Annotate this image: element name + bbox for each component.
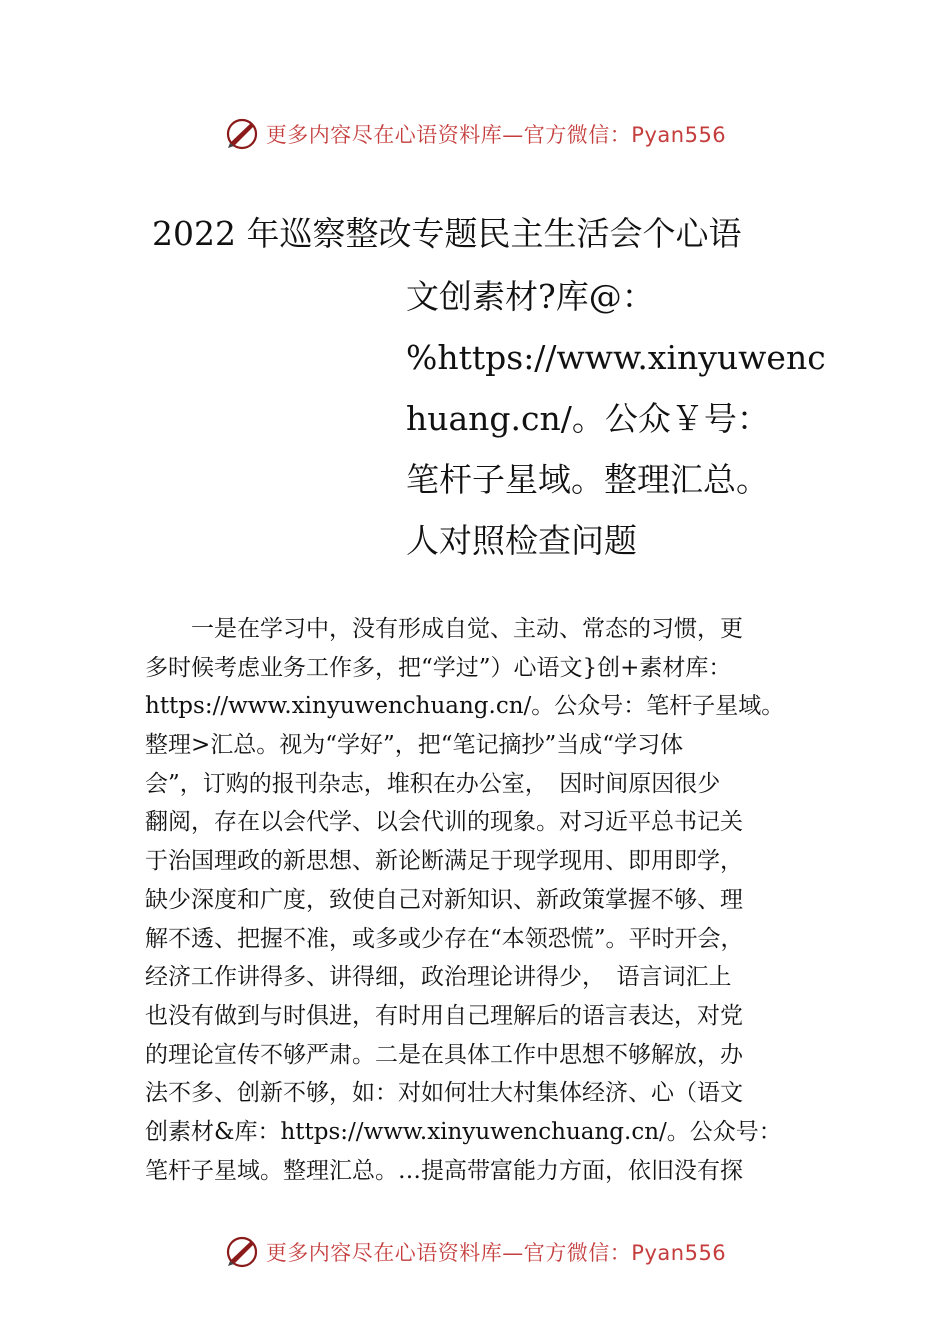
title-line: 文创素材?库@： xyxy=(406,277,655,316)
title-line: 人对照检查问题 xyxy=(406,521,637,560)
watermark-banner-bottom xyxy=(0,1232,950,1272)
document-title-line: 2022 年巡察整改专题民主生活会个心语 xyxy=(152,214,742,253)
title-line: %https://www.xinyuwenc xyxy=(406,338,826,377)
body-line: 会”，订购的报刊杂志，堆积在办公室， 因时间原因很少 xyxy=(145,770,721,797)
body-line: 于治国理政的新思想、新论断满足于现学现用、即用即学， xyxy=(145,848,743,875)
body-line: 创素材&库：https://www.xinyuwenchuang.cn/。公众号： xyxy=(145,1118,782,1145)
pen-logo-icon xyxy=(224,116,260,152)
watermark-banner-top xyxy=(0,114,950,154)
body-line: 翻阅，存在以会代学、以会代训的现象。对习近平总书记关 xyxy=(145,809,743,836)
body-line: 也没有做到与时俱进，有时用自己理解后的语言表达，对党 xyxy=(145,1002,743,1029)
title-line: 笔杆子星域。整理汇总。 xyxy=(406,460,769,499)
document-title-continuation xyxy=(406,266,926,571)
body-line: 多时候考虑业务工作多，把“学过”）心语文}创+素材库： xyxy=(145,654,732,681)
body-line: 经济工作讲得多、讲得细，政治理论讲得少， 语言词汇上 xyxy=(145,964,732,991)
body-line: 解不透、把握不准，或多或少存在“本领恐慌”。平时开会， xyxy=(145,925,744,952)
body-line: 笔杆子星域。整理汇总。…提高带富能力方面，依旧没有探 xyxy=(145,1157,743,1184)
pen-logo-icon xyxy=(224,1234,260,1270)
watermark-text: 更多内容尽在心语资料库—官方微信：Pyan556 xyxy=(265,1241,727,1265)
body-line: https://www.xinyuwenchuang.cn/。公众号：笔杆子星域。 xyxy=(145,693,785,720)
body-line: 整理>汇总。视为“学好”，把“笔记摘抄”当成“学习体 xyxy=(145,732,684,759)
body-paragraph xyxy=(145,610,825,1190)
body-line: 法不多、创新不够，如：对如何壮大村集体经济、心（语文 xyxy=(145,1080,743,1107)
title-line: huang.cn/。公众￥号： xyxy=(406,399,770,438)
body-line: 缺少深度和广度，致使自己对新知识、新政策掌握不够、理 xyxy=(145,886,743,913)
watermark-text: 更多内容尽在心语资料库—官方微信：Pyan556 xyxy=(265,123,727,147)
body-line: 的理论宣传不够严肃。二是在具体工作中思想不够解放，办 xyxy=(145,1041,743,1068)
body-line: 一是在学习中，没有形成自觉、主动、常态的习惯，更 xyxy=(145,616,743,642)
